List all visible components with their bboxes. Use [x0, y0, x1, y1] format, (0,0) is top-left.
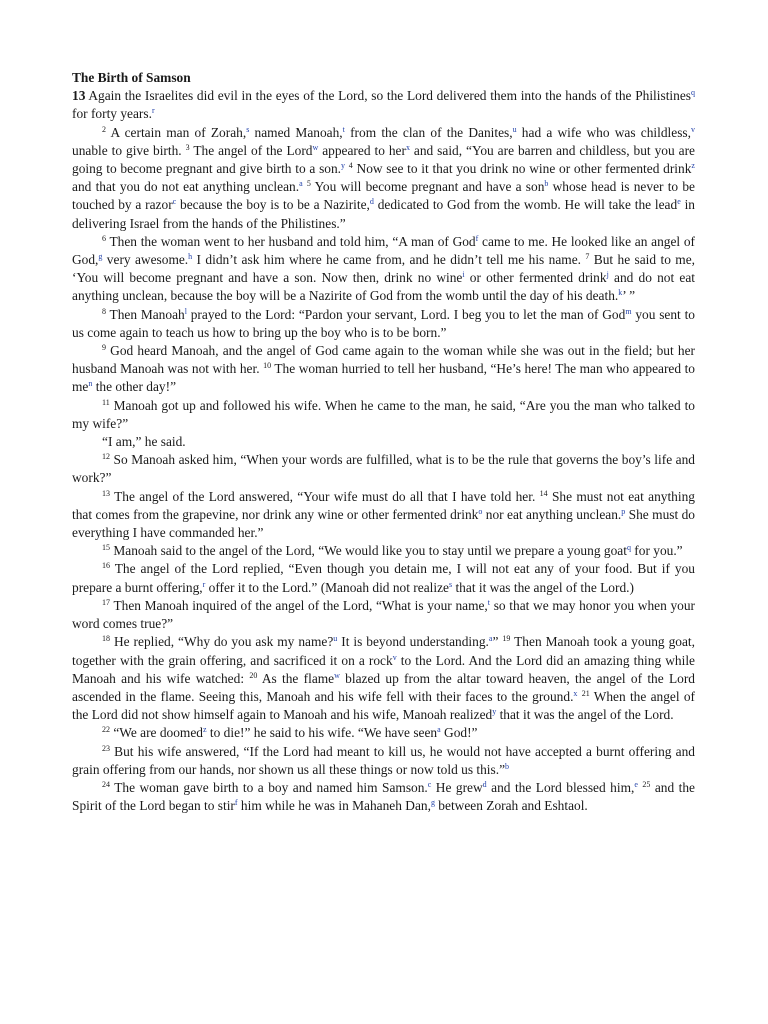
verse-text: Now see to it that you drink no wine or other fermented drink	[352, 161, 692, 177]
verse-text: and do not eat anything unclean, because the boy will be a Nazirite of God from the womb until the day of his death.	[72, 270, 696, 304]
verse-text: appeared to her	[318, 142, 406, 158]
verse-text: ”	[492, 634, 503, 650]
verse-number: 25	[642, 779, 651, 789]
footnote-marker[interactable]: d	[369, 197, 374, 207]
footnote-marker[interactable]: r	[151, 106, 155, 116]
verse-paragraph	[72, 542, 695, 560]
verse-text: had a wife who was childless,	[516, 124, 691, 140]
footnote-marker[interactable]: a	[299, 179, 303, 189]
verse-paragraph	[72, 597, 695, 633]
verse-number: 7	[585, 252, 590, 262]
verse-paragraph	[72, 743, 695, 779]
footnote-marker[interactable]: q	[626, 543, 631, 553]
verse-text: so that we may honor you when your word comes true?”	[72, 597, 696, 632]
verse-text: him while he was in Mahaneh Dan,	[237, 798, 431, 814]
footnote-marker[interactable]: c	[427, 779, 432, 789]
verse-number: 3	[185, 142, 190, 152]
verse-text: The angel of the Lord replied, “Even though you detain me, I will not eat any of your food. But if you prepare a burnt offering,	[72, 561, 695, 595]
verse-text: ’ ”	[622, 288, 636, 304]
verse-text: unable to give birth.	[72, 142, 186, 158]
verse-text: because the boy is to be a Nazirite,	[176, 197, 370, 213]
verse-text: very awesome.	[102, 252, 189, 268]
verse-text: Manoah said to the angel of the Lord, “We would like you to stay until we prepare a young goat	[110, 543, 627, 559]
verse-text: The angel of the Lord	[189, 142, 313, 158]
footnote-marker[interactable]: p	[621, 506, 626, 516]
footnote-marker[interactable]: a	[437, 725, 441, 735]
verse-paragraph	[72, 433, 695, 451]
verse-paragraph	[72, 560, 695, 596]
verse-number: 10	[263, 361, 272, 371]
footnote-marker[interactable]: o	[478, 506, 483, 516]
verse-paragraph	[72, 779, 695, 815]
verse-text: The woman gave birth to a boy and named him Samson.	[110, 779, 428, 795]
verse-text: Then the woman went to her husband and told him, “A man of God	[106, 233, 476, 249]
footnote-marker[interactable]: m	[625, 306, 632, 316]
verse-text: He grew	[431, 779, 483, 795]
verse-paragraph	[72, 724, 695, 742]
verse-paragraph	[72, 233, 695, 306]
verse-paragraph	[72, 306, 695, 342]
verse-text: prayed to the Lord: “Pardon your servant, Lord. I beg you to let the man of God	[186, 306, 626, 322]
footnote-marker[interactable]: u	[333, 634, 338, 644]
verse-text: “We are doomed	[110, 725, 203, 741]
verse-paragraph	[72, 87, 695, 123]
verse-number: 9	[102, 343, 106, 353]
verse-text: offer it to the Lord.” (Manoah did not realize	[205, 579, 449, 595]
verse-text: nor eat anything unclean.	[482, 506, 622, 522]
footnote-marker[interactable]: x	[573, 688, 578, 698]
footnote-marker[interactable]: b	[544, 179, 549, 189]
verse-text: and that you do not eat anything unclean.	[72, 179, 300, 195]
verse-text: She must do everything I have commanded her.”	[72, 506, 695, 541]
footnote-marker[interactable]: v	[691, 124, 695, 134]
verse-number: 20	[249, 670, 258, 680]
footnote-marker[interactable]: d	[482, 779, 487, 789]
verse-paragraph	[72, 124, 695, 233]
verse-text: or other fermented drink	[464, 270, 607, 286]
footnote-marker[interactable]: e	[677, 197, 681, 207]
verse-text: God heard Manoah, and the angel of God came again to the woman while she was out in the field; but her husband Manoah was not with her.	[72, 343, 695, 377]
verse-number: 15	[102, 543, 110, 553]
verse-text: When the angel of the Lord did not show himself again to Manoah and his wife, Manoah realized	[72, 688, 695, 723]
verse-text: came to me. He looked like an angel of God,	[72, 233, 695, 268]
verse-number: 2	[102, 124, 106, 134]
chapter-number: 13	[72, 88, 86, 104]
verse-number: 24	[102, 779, 110, 789]
verse-text: for you.”	[630, 543, 683, 559]
verse-text: So Manoah asked him, “When your words are fulfilled, what is to be the rule that governs the boy’s life and work?”	[72, 452, 695, 486]
verse-text: Then Manoah	[106, 306, 185, 322]
verse-text: and said, “You are barren and childless, but you are going to become pregnant and give birth to a son.	[72, 142, 695, 177]
verse-text: from the clan of the Danites,	[344, 124, 513, 140]
verse-text: Again the Israelites did evil in the eyes of the Lord, so the Lord delivered them into the hands of the Philistines	[85, 88, 691, 104]
footnote-marker[interactable]: q	[691, 88, 695, 98]
verse-number: 5	[306, 179, 311, 189]
footnote-marker[interactable]: r	[202, 579, 206, 589]
verse-text: It is beyond understanding.	[337, 634, 489, 650]
verse-text: “I am,” he said.	[102, 434, 186, 450]
footnote-marker[interactable]: v	[392, 652, 397, 662]
footnote-marker[interactable]: a	[488, 634, 493, 644]
footnote-marker[interactable]: t	[487, 597, 491, 607]
verse-text: God!”	[440, 725, 478, 741]
footnote-marker[interactable]: s	[448, 579, 453, 589]
verse-text: dedicated to God from the womb. He will take the lead	[373, 197, 678, 213]
verse-text: You will become pregnant and have a son	[310, 179, 545, 195]
footnote-marker[interactable]: y	[341, 161, 346, 171]
footnote-marker[interactable]: n	[88, 379, 93, 389]
verse-text: Then Manoah inquired of the angel of the Lord, “What is your name,	[110, 597, 488, 613]
verse-text: in delivering Israel from the hands of the Philistines.”	[72, 197, 695, 231]
verse-number: 17	[102, 597, 110, 607]
verse-number: 13	[102, 488, 110, 498]
verse-text: that it was the angel of the Lord.)	[452, 579, 634, 595]
footnote-marker[interactable]: f	[234, 798, 238, 808]
footnote-marker[interactable]: x	[405, 142, 410, 152]
footnote-marker[interactable]: i	[462, 270, 465, 280]
verse-text: I didn’t ask him where he came from, and he didn’t tell me his name.	[192, 252, 586, 268]
footnote-marker[interactable]: t	[342, 124, 345, 134]
footnote-marker[interactable]: w	[334, 670, 340, 680]
footnote-marker[interactable]: w	[312, 142, 319, 152]
verse-text: The woman hurried to tell her husband, “He’s here! The man who appeared to me	[72, 361, 696, 395]
verse-number: 11	[102, 397, 110, 407]
footnote-marker[interactable]: z	[202, 725, 207, 735]
verse-number: 6	[102, 233, 106, 243]
footnote-marker[interactable]: b	[505, 761, 510, 771]
section-heading: The Birth of Samson	[72, 70, 191, 85]
footnote-marker[interactable]: y	[492, 707, 497, 717]
footnote-marker[interactable]: l	[184, 306, 187, 316]
verse-paragraph	[72, 342, 695, 397]
verse-number: 14	[539, 488, 548, 498]
verse-number: 21	[581, 688, 590, 698]
verse-paragraph	[72, 451, 695, 487]
verse-number: 18	[102, 634, 110, 644]
verse-paragraph	[72, 488, 695, 543]
verse-text: She must not eat anything that comes from the grapevine, nor drink any wine or other fermented drink	[72, 488, 695, 522]
verse-number: 4	[348, 161, 353, 171]
footnote-marker[interactable]: g	[430, 798, 435, 808]
verse-text: Then Manoah took a young goat, together with the grain offering, and sacrificed it on a rock	[72, 634, 695, 668]
verse-paragraph	[72, 397, 695, 433]
verse-paragraph	[72, 633, 695, 724]
verse-text: you sent to us come again to teach us how to bring up the boy who is to be born.”	[72, 306, 695, 340]
footnote-marker[interactable]: g	[98, 252, 103, 262]
verse-text: and the Spirit of the Lord began to stir	[72, 779, 696, 814]
footnote-marker[interactable]: s	[246, 124, 250, 134]
verse-text: for forty years.	[72, 106, 152, 122]
footnote-marker[interactable]: f	[475, 233, 479, 243]
verse-number: 16	[102, 561, 110, 571]
verse-number: 19	[502, 634, 511, 644]
footnote-marker[interactable]: h	[188, 252, 193, 262]
footnote-marker[interactable]: e	[634, 779, 638, 789]
footnote-marker[interactable]: k	[618, 288, 623, 298]
verse-text: between Zorah and Eshtaol.	[434, 798, 588, 814]
verse-text: whose head is never to be touched by a razor	[72, 179, 695, 213]
verse-text: and the Lord blessed him,	[486, 779, 635, 795]
verse-text: to the Lord. And the Lord did an amazing thing while Manoah and his wife watched:	[72, 652, 695, 686]
verse-text: named Manoah,	[249, 124, 343, 140]
verse-text: As the flame	[257, 670, 335, 686]
verse-text: that it was the angel of the Lord.	[496, 707, 674, 723]
verse-number: 12	[102, 452, 110, 462]
verse-text: He replied, “Why do you ask my name?	[110, 634, 334, 650]
verse-number: 8	[102, 306, 106, 316]
verse-number: 23	[102, 743, 110, 753]
footnote-marker[interactable]: z	[691, 161, 695, 171]
verse-text: A certain man of Zorah,	[106, 124, 247, 140]
footnote-marker[interactable]: j	[606, 270, 609, 280]
verse-text: to die!” he said to his wife. “We have seen	[206, 725, 438, 741]
verse-text: But he said to me, ‘You will become pregnant and have a son. Now then, drink no wine	[72, 252, 695, 286]
verse-number: 22	[102, 725, 110, 735]
scripture-text	[72, 87, 695, 815]
verse-text: But his wife answered, “If the Lord had meant to kill us, he would not have accepted a burnt offering and grain offering from our hands, nor shown us all these things or now told us this.”	[72, 743, 695, 777]
footnote-marker[interactable]: c	[172, 197, 177, 207]
verse-text: blazed up from the altar toward heaven, the angel of the Lord ascended in the flame. Seeing this, Manoah and his wife fell with their faces to the ground.	[72, 670, 695, 704]
verse-text: the other day!”	[92, 379, 177, 395]
verse-text: Manoah got up and followed his wife. When he came to the man, he said, “Are you the man who talked to my wife?”	[72, 397, 695, 431]
footnote-marker[interactable]: u	[512, 124, 517, 134]
verse-text: The angel of the Lord answered, “Your wife must do all that I have told her.	[110, 488, 540, 504]
